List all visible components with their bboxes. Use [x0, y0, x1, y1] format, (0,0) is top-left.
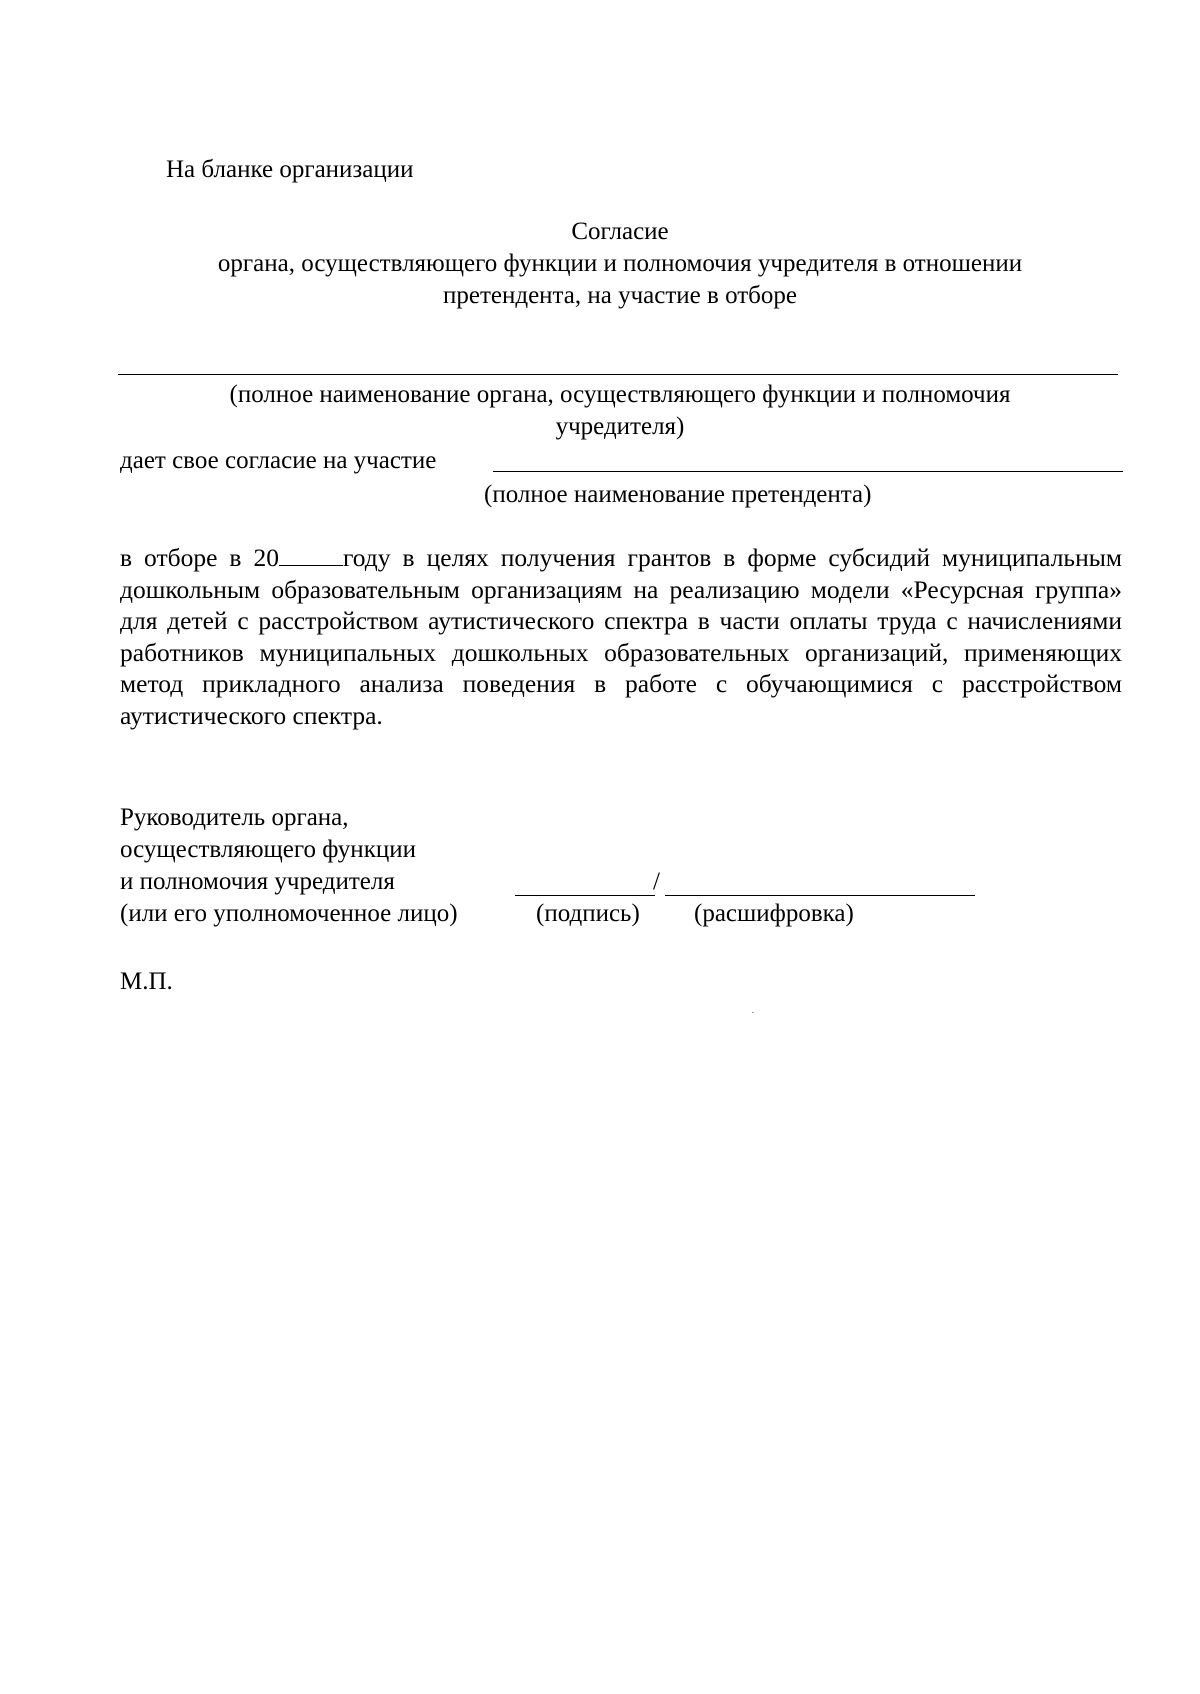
- scan-speck: [752, 1012, 754, 1013]
- organ-name-caption-line-2: учредителя): [555, 413, 685, 440]
- letterhead-note: На бланке организации: [166, 156, 414, 183]
- organ-name-blank-line: [118, 374, 1118, 375]
- applicant-name-blank-line: [493, 471, 1123, 472]
- signature-blank-line: [515, 895, 655, 896]
- applicant-name-caption: (полное наименование претендента): [484, 481, 872, 508]
- organ-name-caption-line-1: (полное наименование органа, осуществляющего функции и полномочия: [229, 381, 1011, 408]
- signature-separator-slash: /: [653, 868, 660, 895]
- document-subtitle-line-1: органа, осуществляющего функции и полномочия учредителя в отношении: [217, 250, 1023, 277]
- signatory-title-line-3: и полномочия учредителя: [120, 868, 395, 895]
- participation-consent-prefix: дает свое согласие на участие: [120, 447, 437, 474]
- stamp-place-label: М.П.: [120, 968, 173, 995]
- signatory-title-line-1: Руководитель органа,: [120, 804, 349, 831]
- signature-caption: (подпись): [536, 900, 640, 927]
- document-subtitle-line-2: претендента, на участие в отборе: [442, 282, 797, 309]
- signatory-title-line-2: осуществляющего функции: [120, 836, 416, 863]
- body-text-rest: году в целях получения грантов в форме субсидий муниципальным дошкольным образовательным организациям на реализацию модели «Ресурсная группа» для детей с расстройством аутистического спектра в части оплаты труда с начислениями работников муниципальных дошкольных образовательных организаций, применяющих метод прикладного анализа поведения в работе с обучающимися с расстройством аутистического спектра.: [120, 543, 1122, 730]
- consent-body-paragraph: [120, 542, 1122, 731]
- document-title: Согласие: [571, 218, 669, 245]
- signatory-title-line-4: (или его уполномоченное лицо): [120, 900, 458, 927]
- body-text-start: в отборе в 20: [120, 543, 279, 572]
- year-blank-line: [279, 543, 343, 566]
- name-decoding-caption: (расшифровка): [694, 900, 854, 927]
- name-decoding-blank-line: [665, 895, 975, 896]
